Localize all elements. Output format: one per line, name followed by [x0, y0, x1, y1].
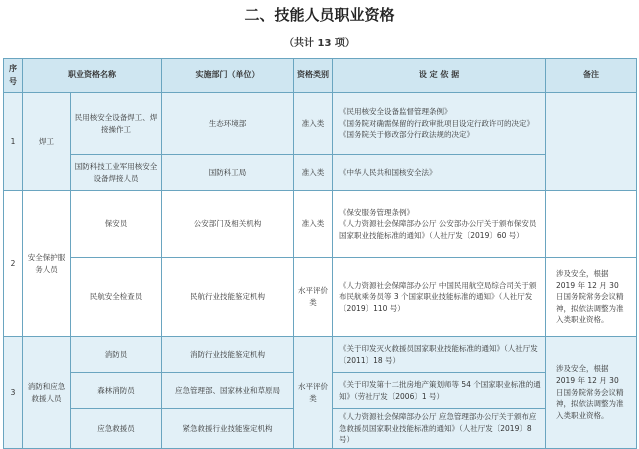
note-cell: [546, 191, 637, 258]
group-category: 安全保护服务人员: [23, 191, 71, 337]
qualification-name: 民航安全检查员: [71, 258, 162, 337]
implementing-dept: 紧急救援行业技能鉴定机构: [162, 409, 294, 449]
table-row: [4, 155, 637, 191]
table-row: [4, 258, 637, 337]
implementing-dept: 国防科工局: [162, 155, 294, 191]
qualification-name: 民用核安全设备焊工、焊接操作工: [71, 93, 162, 155]
basis-line: 《国务院关于修改部分行政法规的决定》: [339, 130, 474, 140]
qualification-type: 准入类: [294, 155, 333, 191]
legal-basis: [333, 93, 546, 155]
group-number: 1: [4, 93, 23, 191]
implementing-dept: 公安部门及相关机构: [162, 191, 294, 258]
implementing-dept: 应急管理部、国家林业和草原局: [162, 373, 294, 409]
basis-line: 《人力资源社会保障部办公厅 中国民用航空局综合司关于颁布民航乘务员等 3 个国家职业技能标准的通知》（人社厅发〔2019〕110 号）: [339, 280, 537, 313]
legal-basis: [333, 155, 546, 191]
group-number: 3: [4, 337, 23, 449]
qualification-type: 水平评价类: [294, 337, 333, 449]
qualification-name: 保安员: [71, 191, 162, 258]
header-no: 序号: [4, 59, 23, 93]
header-basis: 设 定 依 据: [333, 59, 546, 93]
note-cell: [546, 93, 637, 191]
header-note: 备注: [546, 59, 637, 93]
basis-line: 《保安服务管理条例》: [339, 207, 414, 217]
table-header-row: [4, 59, 637, 93]
implementing-dept: 生态环境部: [162, 93, 294, 155]
page-title: 二、技能人员职业资格: [244, 6, 395, 24]
qualification-name: 应急救援员: [71, 409, 162, 449]
basis-line: 《中华人民共和国核安全法》: [339, 167, 437, 177]
group-number: 2: [4, 191, 23, 337]
basis-line: 《人力资源社会保障部办公厅 公安部办公厅关于颁布保安员国家职业技能标准的通知》（人社厅发〔2019〕60 号）: [339, 219, 537, 240]
table-row: [4, 93, 637, 155]
qualification-table: [3, 58, 637, 449]
qualification-type: 准入类: [294, 93, 333, 155]
legal-basis: [333, 373, 546, 409]
header-type: 资格类别: [294, 59, 333, 93]
basis-line: 《关于印发灭火救援员国家职业技能标准的通知》（人社厅发〔2011〕18 号）: [339, 343, 538, 365]
legal-basis: [333, 409, 546, 449]
group-category: 消防和应急救援人员: [23, 337, 71, 449]
basis-line: 《民用核安全设备监督管理条例》: [339, 107, 452, 117]
implementing-dept: 消防行业技能鉴定机构: [162, 337, 294, 373]
legal-basis: [333, 258, 546, 337]
group-category: 焊工: [23, 93, 71, 191]
qualification-name: 森林消防员: [71, 373, 162, 409]
basis-line: 《人力资源社会保障部办公厅 应急管理部办公厅关于颁布应急救援员国家职业技能标准的通知》（人社厅发〔2019〕8 号）: [339, 412, 537, 445]
header-name: 职业资格名称: [23, 59, 162, 93]
qualification-type: 水平评价类: [294, 258, 333, 337]
legal-basis: [333, 191, 546, 258]
page-subtitle: （共计 13 项）: [284, 38, 355, 49]
legal-basis: [333, 337, 546, 373]
table-row: [4, 191, 637, 258]
basis-line: 《关于印发第十二批房地产策划师等 54 个国家职业标准的通知》（劳社厅发〔2006〕1 号）: [339, 379, 541, 401]
basis-line: 《国务院对确需保留的行政审批项目设定行政许可的决定》: [339, 118, 534, 128]
table-row: [4, 337, 637, 373]
note-cell: 涉及安全，根据 2019 年 12 月 30 日国务院常务会议精神，拟依法调整为准入类职业资格。: [546, 258, 637, 337]
qualification-type: 准入类: [294, 191, 333, 258]
qualification-name: 国防科技工业军用核安全设备焊接人员: [71, 155, 162, 191]
qualification-name: 消防员: [71, 337, 162, 373]
implementing-dept: 民航行业技能鉴定机构: [162, 258, 294, 337]
header-dept: 实施部门（单位）: [162, 59, 294, 93]
note-cell: 涉及安全，根据 2019 年 12 月 30 日国务院常务会议精神，拟依法调整为准入类职业资格。: [546, 337, 637, 449]
